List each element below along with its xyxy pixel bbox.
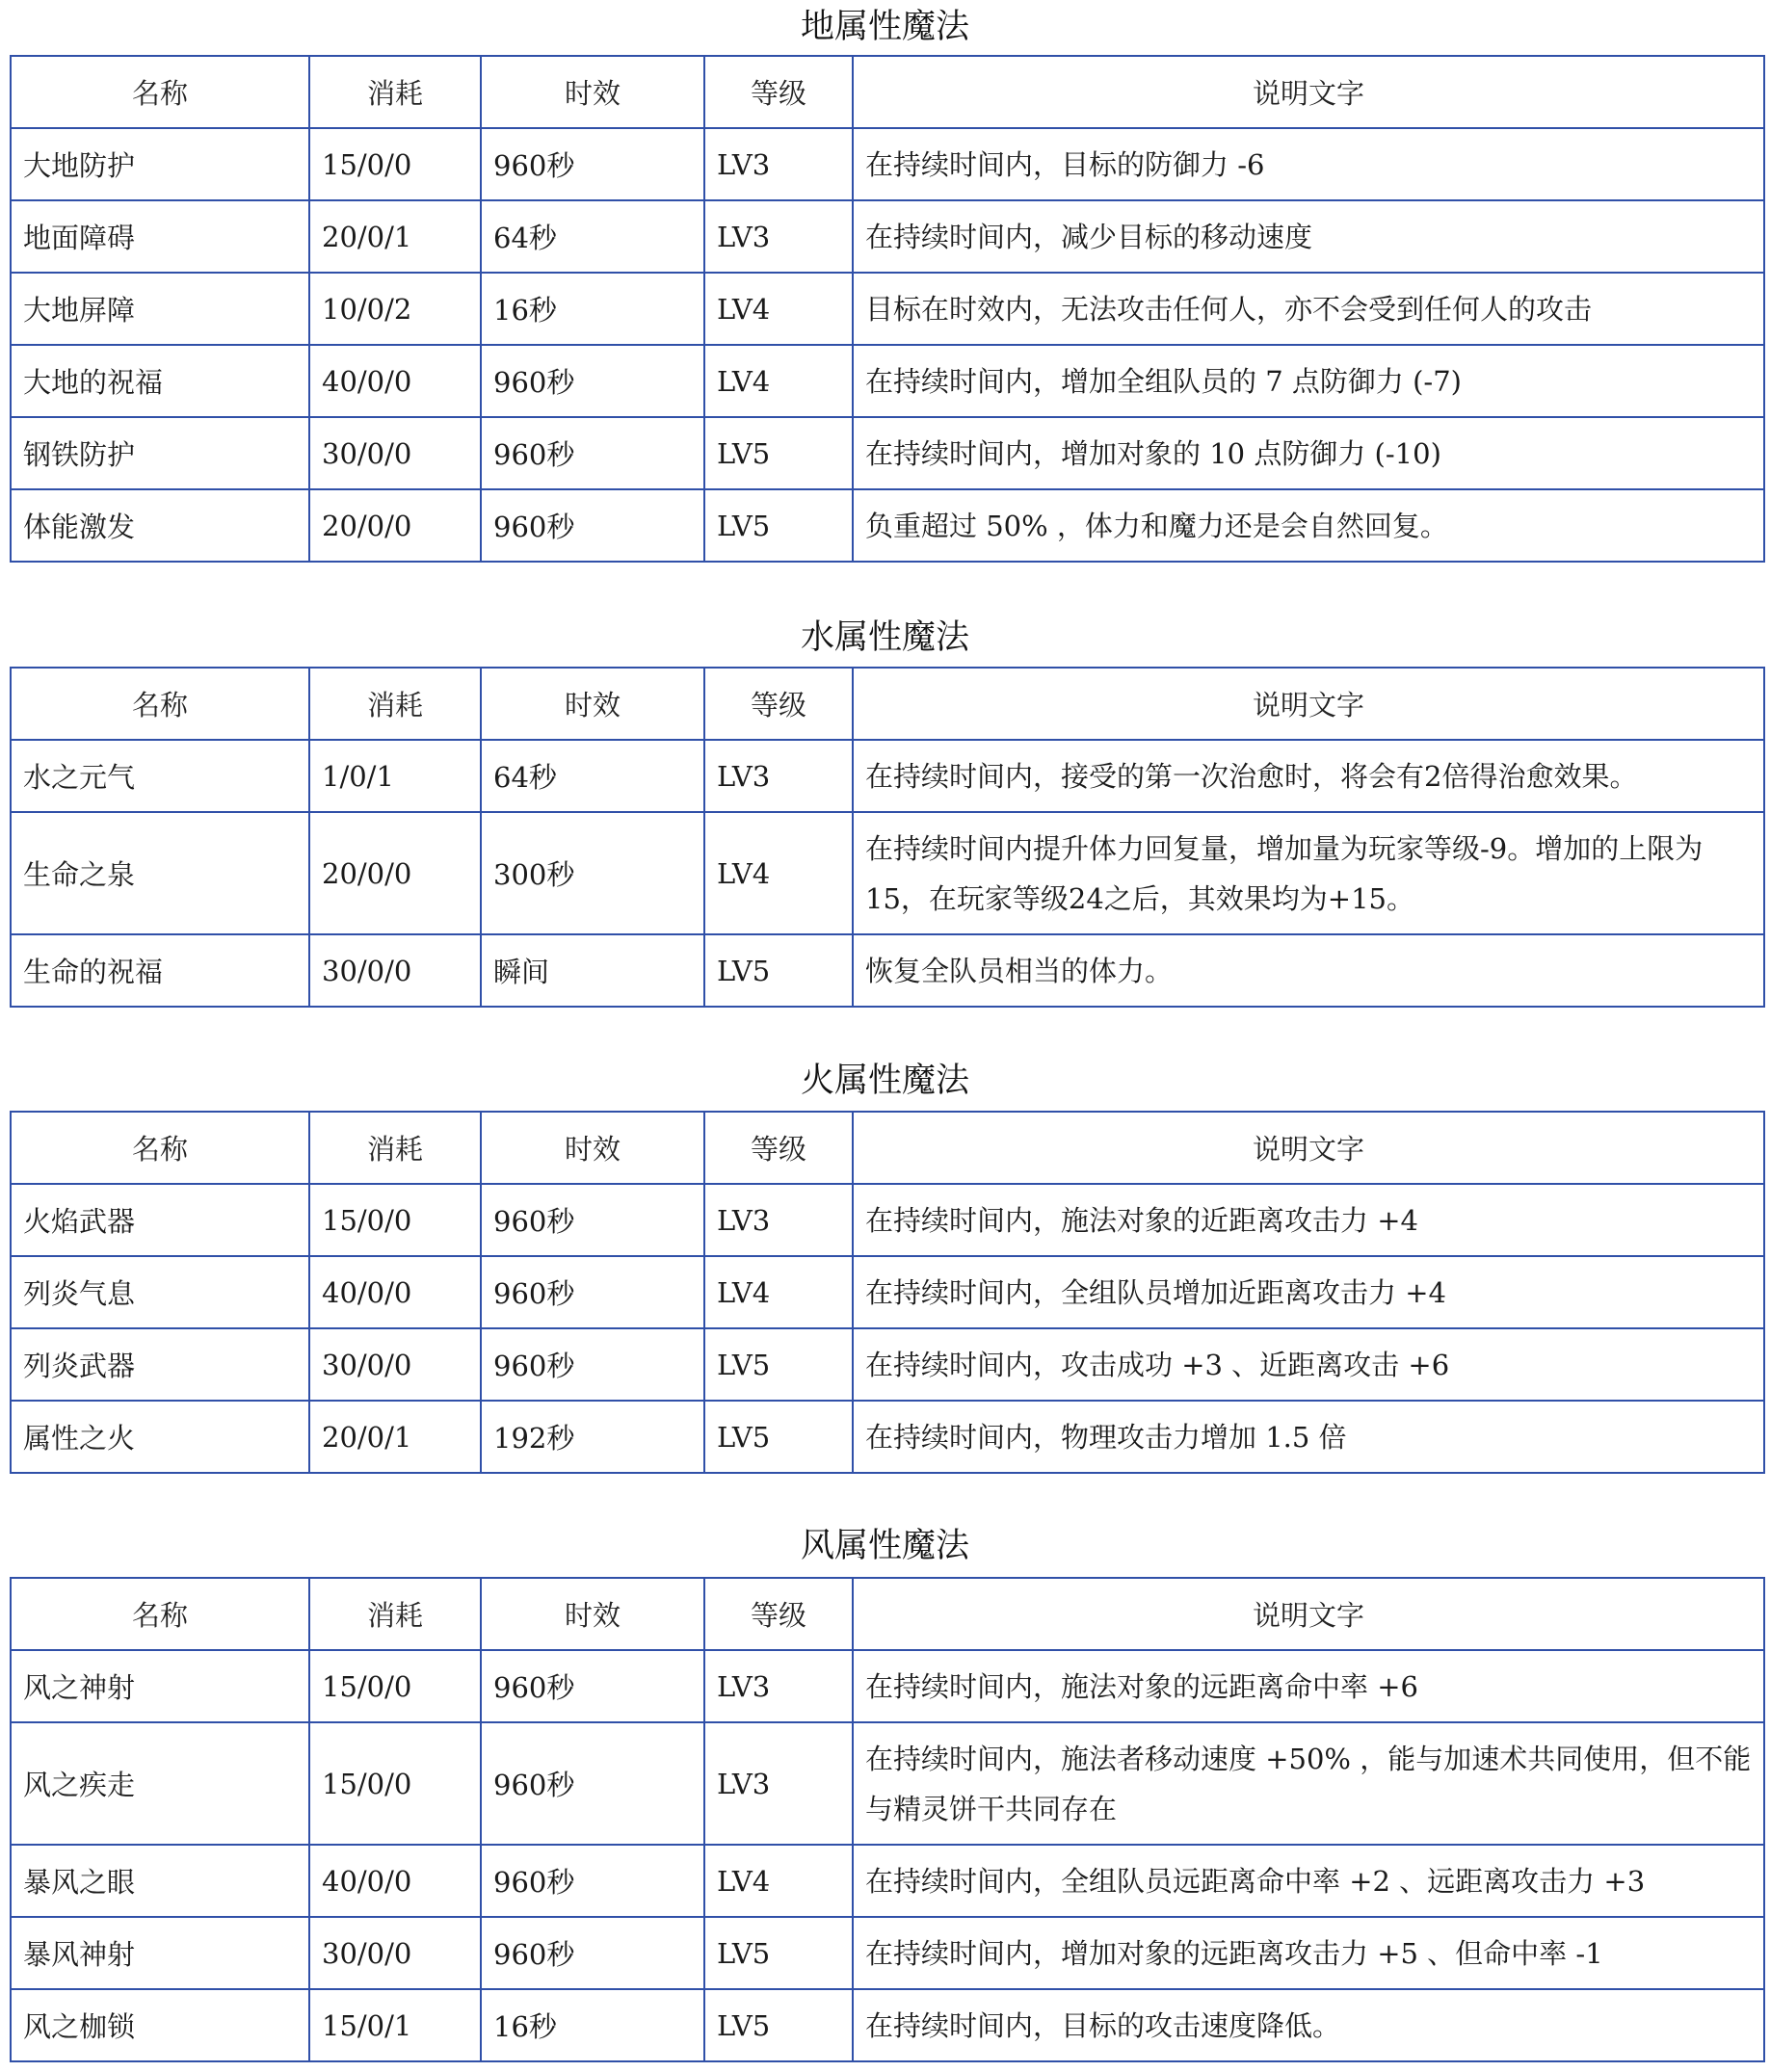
spell-level: LV3 <box>704 200 853 273</box>
spell-desc: 在持续时间内，施法者移动速度 +50% ，能与加速术共同使用，但不能与精灵饼干共同存在 <box>853 1722 1764 1845</box>
spell-desc: 负重超过 50% ，体力和魔力还是会自然回复。 <box>853 489 1764 562</box>
table-row <box>11 1650 1764 1722</box>
header-level: 等级 <box>704 668 853 740</box>
spell-desc: 在持续时间内，施法对象的近距离攻击力 +4 <box>853 1184 1764 1256</box>
table-row <box>11 740 1764 812</box>
spell-level: LV4 <box>704 345 853 417</box>
spell-cost: 40/0/0 <box>309 345 481 417</box>
spell-duration: 960秒 <box>481 1650 704 1722</box>
table-row <box>11 812 1764 934</box>
spell-desc: 目标在时效内，无法攻击任何人，亦不会受到任何人的攻击 <box>853 273 1764 345</box>
spell-level: LV5 <box>704 1401 853 1473</box>
spell-name: 列炎气息 <box>11 1256 309 1328</box>
spell-duration: 16秒 <box>481 273 704 345</box>
section-title: 地属性魔法 <box>800 8 969 46</box>
spell-name: 暴风之眼 <box>11 1845 309 1917</box>
header-level: 等级 <box>704 1578 853 1650</box>
section-title: 火属性魔法 <box>800 1062 969 1100</box>
spell-name: 列炎武器 <box>11 1328 309 1401</box>
spell-cost: 1/0/1 <box>309 740 481 812</box>
table-row <box>11 934 1764 1007</box>
spell-cost: 20/0/0 <box>309 489 481 562</box>
header-cost: 消耗 <box>309 56 481 128</box>
header-name: 名称 <box>11 1112 309 1184</box>
spell-duration: 960秒 <box>481 345 704 417</box>
table-row <box>11 489 1764 562</box>
spell-cost: 40/0/0 <box>309 1845 481 1917</box>
table-row <box>11 1184 1764 1256</box>
spell-level: LV4 <box>704 273 853 345</box>
spell-desc: 在持续时间内，增加对象的远距离攻击力 +5 、但命中率 -1 <box>853 1917 1764 1989</box>
spell-level: LV3 <box>704 1722 853 1845</box>
spell-cost: 20/0/0 <box>309 812 481 934</box>
spell-desc: 在持续时间内，物理攻击力增加 1.5 倍 <box>853 1401 1764 1473</box>
spell-duration: 960秒 <box>481 128 704 200</box>
spell-name: 生命之泉 <box>11 812 309 934</box>
table-header-row <box>11 56 1764 128</box>
spell-duration: 960秒 <box>481 1917 704 1989</box>
table-row <box>11 1401 1764 1473</box>
header-duration: 时效 <box>481 56 704 128</box>
spell-name: 大地防护 <box>11 128 309 200</box>
header-cost: 消耗 <box>309 668 481 740</box>
spell-cost: 15/0/0 <box>309 1650 481 1722</box>
table-row <box>11 1722 1764 1845</box>
header-desc: 说明文字 <box>853 1112 1764 1184</box>
spell-desc: 在持续时间内，目标的攻击速度降低。 <box>853 1989 1764 2061</box>
spell-name: 风之枷锁 <box>11 1989 309 2061</box>
spell-name: 属性之火 <box>11 1401 309 1473</box>
header-duration: 时效 <box>481 668 704 740</box>
earth-magic-table <box>10 55 1765 563</box>
spell-name: 大地屏障 <box>11 273 309 345</box>
spell-desc: 在持续时间内提升体力回复量，增加量为玩家等级-9。增加的上限为15，在玩家等级24之后，其效果均为+15。 <box>853 812 1764 934</box>
spell-level: LV4 <box>704 1256 853 1328</box>
section-title: 风属性魔法 <box>800 1527 969 1565</box>
table-header-row <box>11 1112 1764 1184</box>
spell-cost: 15/0/0 <box>309 1722 481 1845</box>
table-row <box>11 1328 1764 1401</box>
spell-cost: 15/0/1 <box>309 1989 481 2061</box>
spell-duration: 192秒 <box>481 1401 704 1473</box>
spell-desc: 恢复全队员相当的体力。 <box>853 934 1764 1007</box>
spell-name: 风之神射 <box>11 1650 309 1722</box>
header-name: 名称 <box>11 668 309 740</box>
spell-desc: 在持续时间内，全组队员增加近距离攻击力 +4 <box>853 1256 1764 1328</box>
spell-desc: 在持续时间内，增加对象的 10 点防御力 (-10) <box>853 417 1764 489</box>
table-row <box>11 1917 1764 1989</box>
spell-duration: 300秒 <box>481 812 704 934</box>
spell-desc: 在持续时间内，减少目标的移动速度 <box>853 200 1764 273</box>
spell-name: 体能激发 <box>11 489 309 562</box>
table-row <box>11 1256 1764 1328</box>
spell-desc: 在持续时间内，目标的防御力 -6 <box>853 128 1764 200</box>
header-desc: 说明文字 <box>853 668 1764 740</box>
spell-cost: 30/0/0 <box>309 934 481 1007</box>
header-duration: 时效 <box>481 1112 704 1184</box>
spell-duration: 16秒 <box>481 1989 704 2061</box>
spell-duration: 960秒 <box>481 1845 704 1917</box>
spell-duration: 960秒 <box>481 417 704 489</box>
spell-level: LV3 <box>704 128 853 200</box>
spell-desc: 在持续时间内，接受的第一次治愈时，将会有2倍得治愈效果。 <box>853 740 1764 812</box>
spell-level: LV3 <box>704 1184 853 1256</box>
header-level: 等级 <box>704 56 853 128</box>
spell-level: LV4 <box>704 1845 853 1917</box>
spell-level: LV5 <box>704 489 853 562</box>
spell-level: LV5 <box>704 417 853 489</box>
spell-cost: 30/0/0 <box>309 1917 481 1989</box>
table-row <box>11 273 1764 345</box>
spell-cost: 30/0/0 <box>309 1328 481 1401</box>
header-name: 名称 <box>11 1578 309 1650</box>
spell-level: LV4 <box>704 812 853 934</box>
section-title: 水属性魔法 <box>800 618 969 657</box>
spell-level: LV3 <box>704 740 853 812</box>
spell-duration: 瞬间 <box>481 934 704 1007</box>
spell-cost: 30/0/0 <box>309 417 481 489</box>
spell-cost: 10/0/2 <box>309 273 481 345</box>
wind-magic-table <box>10 1577 1765 2062</box>
table-header-row <box>11 1578 1764 1650</box>
spell-name: 地面障碍 <box>11 200 309 273</box>
water-magic-table <box>10 667 1765 1008</box>
table-header-row <box>11 668 1764 740</box>
header-level: 等级 <box>704 1112 853 1184</box>
spell-duration: 960秒 <box>481 1722 704 1845</box>
spell-cost: 15/0/0 <box>309 128 481 200</box>
table-row <box>11 1989 1764 2061</box>
spell-name: 暴风神射 <box>11 1917 309 1989</box>
spell-cost: 20/0/1 <box>309 200 481 273</box>
spell-duration: 960秒 <box>481 1256 704 1328</box>
fire-magic-table <box>10 1111 1765 1474</box>
spell-cost: 15/0/0 <box>309 1184 481 1256</box>
spell-desc: 在持续时间内，攻击成功 +3 、近距离攻击 +6 <box>853 1328 1764 1401</box>
spell-cost: 20/0/1 <box>309 1401 481 1473</box>
spell-level: LV5 <box>704 1917 853 1989</box>
spell-name: 水之元气 <box>11 740 309 812</box>
spell-duration: 960秒 <box>481 489 704 562</box>
spell-duration: 960秒 <box>481 1328 704 1401</box>
spell-level: LV5 <box>704 1328 853 1401</box>
header-name: 名称 <box>11 56 309 128</box>
spell-name: 火焰武器 <box>11 1184 309 1256</box>
spell-duration: 64秒 <box>481 740 704 812</box>
table-row <box>11 1845 1764 1917</box>
table-row <box>11 417 1764 489</box>
spell-name: 生命的祝福 <box>11 934 309 1007</box>
header-cost: 消耗 <box>309 1112 481 1184</box>
header-cost: 消耗 <box>309 1578 481 1650</box>
spell-desc: 在持续时间内，增加全组队员的 7 点防御力 (-7) <box>853 345 1764 417</box>
spell-duration: 960秒 <box>481 1184 704 1256</box>
table-row <box>11 128 1764 200</box>
spell-name: 钢铁防护 <box>11 417 309 489</box>
table-row <box>11 200 1764 273</box>
spell-desc: 在持续时间内，全组队员远距离命中率 +2 、远距离攻击力 +3 <box>853 1845 1764 1917</box>
spell-name: 大地的祝福 <box>11 345 309 417</box>
header-desc: 说明文字 <box>853 1578 1764 1650</box>
spell-duration: 64秒 <box>481 200 704 273</box>
header-desc: 说明文字 <box>853 56 1764 128</box>
spell-level: LV3 <box>704 1650 853 1722</box>
spell-desc: 在持续时间内，施法对象的远距离命中率 +6 <box>853 1650 1764 1722</box>
spell-cost: 40/0/0 <box>309 1256 481 1328</box>
spell-level: LV5 <box>704 934 853 1007</box>
spell-name: 风之疾走 <box>11 1722 309 1845</box>
header-duration: 时效 <box>481 1578 704 1650</box>
table-row <box>11 345 1764 417</box>
spell-level: LV5 <box>704 1989 853 2061</box>
